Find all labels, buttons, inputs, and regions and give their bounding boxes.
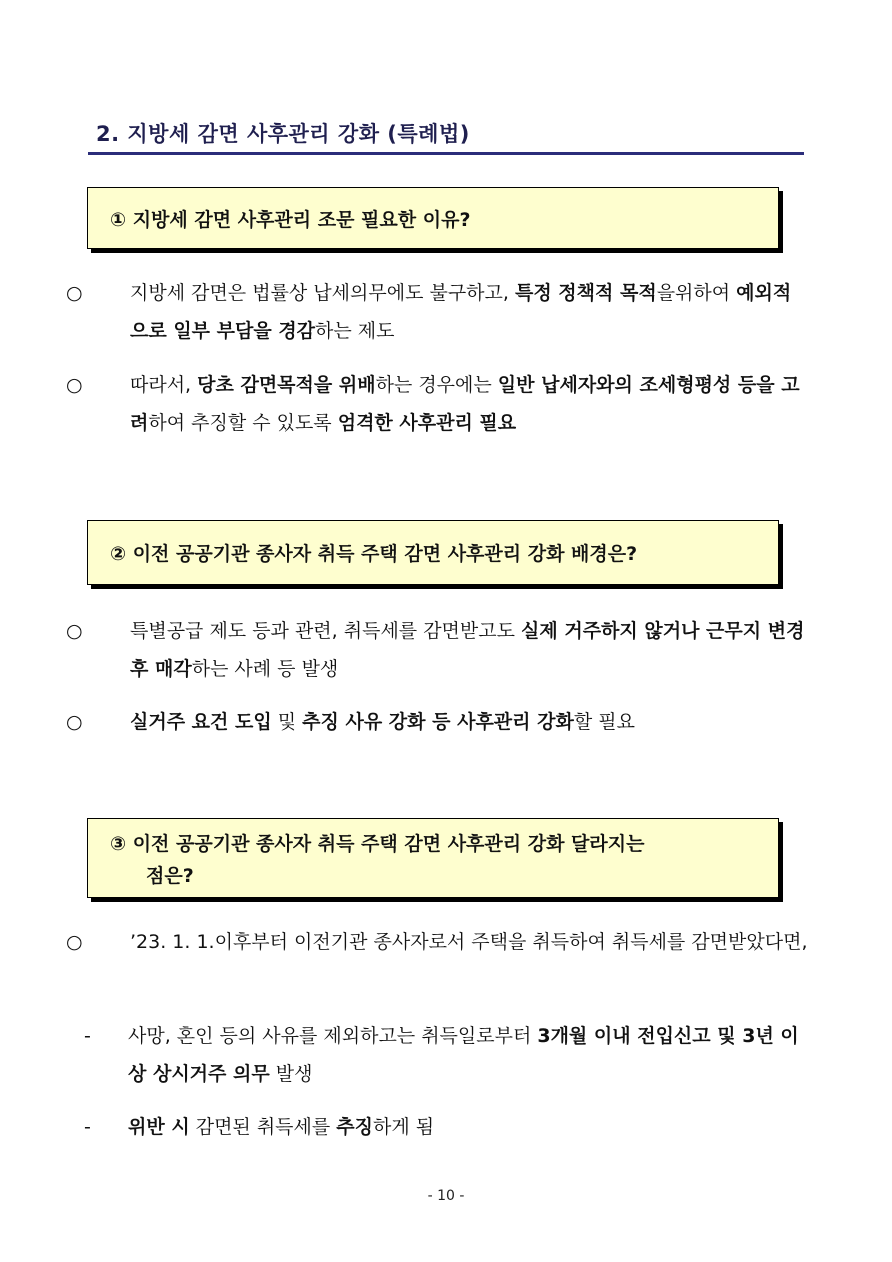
text: 발생 bbox=[269, 1063, 313, 1085]
q1-paragraph-1 bbox=[66, 274, 808, 350]
question-title-2: ② 이전 공공기관 종사자 취득 주택 감면 사후관리 강화 배경은? bbox=[110, 543, 638, 565]
q2-paragraph-1 bbox=[66, 612, 808, 688]
q2-paragraph-2 bbox=[66, 703, 808, 741]
question-box-2 bbox=[87, 520, 779, 585]
page-number: - 10 - bbox=[427, 1188, 465, 1204]
question-title-1: ① 지방세 감면 사후관리 조문 필요한 이유? bbox=[110, 208, 471, 231]
text: 하는 경우에는 bbox=[375, 374, 498, 396]
bold-text: 예외적으로 일부 부담을 경감 bbox=[130, 282, 792, 342]
section-title: 2. 지방세 감면 사후관리 강화 (특례법) bbox=[96, 122, 470, 146]
question-box-1 bbox=[87, 187, 779, 249]
q1-paragraph-2 bbox=[66, 366, 808, 442]
bold-text: 실제 거주하지 않거나 근무지 변경 후 매각 bbox=[130, 620, 805, 680]
text: 할 필요 bbox=[573, 711, 635, 733]
bold-text: 추징 bbox=[336, 1116, 374, 1138]
text: 지방세 감면은 법률상 납세의무에도 불구하고, bbox=[130, 282, 515, 304]
circle-bullet-icon: ○ bbox=[66, 711, 83, 733]
question-title-3-line2: 점은? bbox=[146, 865, 194, 887]
text: 하는 제도 bbox=[315, 320, 395, 342]
circle-bullet-icon: ○ bbox=[66, 620, 83, 642]
question-box-3 bbox=[87, 818, 779, 898]
text: ’23. 1. 1.이후부터 이전기관 종사자로서 주택을 취득하여 취득세를 감면받았다면, bbox=[130, 931, 808, 953]
text: 따라서, bbox=[130, 374, 198, 396]
dash-bullet-icon: - bbox=[84, 1116, 91, 1138]
text: 감면된 취득세를 bbox=[189, 1116, 337, 1138]
bold-text: 3개월 이내 전입신고 및 3년 이상 상시거주 의무 bbox=[128, 1025, 799, 1085]
text: 을위하여 bbox=[656, 282, 737, 304]
text: 하게 됨 bbox=[373, 1116, 435, 1138]
q3-dash-item-2 bbox=[84, 1108, 808, 1146]
bold-text: 당초 감면목적을 위배 bbox=[197, 374, 376, 396]
dash-bullet-icon: - bbox=[84, 1025, 91, 1047]
question-title-3-line1: ③ 이전 공공기관 종사자 취득 주택 감면 사후관리 강화 달라지는 bbox=[110, 833, 645, 855]
text: 하는 사례 등 발생 bbox=[191, 658, 339, 680]
bold-text: 일반 납세자와의 조세형평성 등을 고려 bbox=[130, 374, 800, 434]
q3-dash-item-1 bbox=[84, 1017, 808, 1093]
text: 및 bbox=[271, 711, 303, 733]
circle-bullet-icon: ○ bbox=[66, 374, 83, 396]
bold-text: 엄격한 사후관리 필요 bbox=[337, 412, 517, 434]
q3-paragraph-1 bbox=[66, 923, 808, 961]
bold-text: 위반 시 bbox=[128, 1116, 190, 1138]
circle-bullet-icon: ○ bbox=[66, 282, 83, 304]
bold-text: 추징 사유 강화 등 사후관리 강화 bbox=[302, 711, 574, 733]
section-divider bbox=[88, 152, 804, 155]
bold-text: 실거주 요건 도입 bbox=[130, 711, 272, 733]
circle-bullet-icon: ○ bbox=[66, 931, 83, 953]
question-title-3 bbox=[110, 828, 644, 892]
text: 특별공급 제도 등과 관련, 취득세를 감면받고도 bbox=[130, 620, 522, 642]
text: 하여 추징할 수 있도록 bbox=[148, 412, 338, 434]
bold-text: 특정 정책적 목적 bbox=[514, 282, 657, 304]
text: 사망, 혼인 등의 사유를 제외하고는 취득일로부터 bbox=[128, 1025, 538, 1047]
